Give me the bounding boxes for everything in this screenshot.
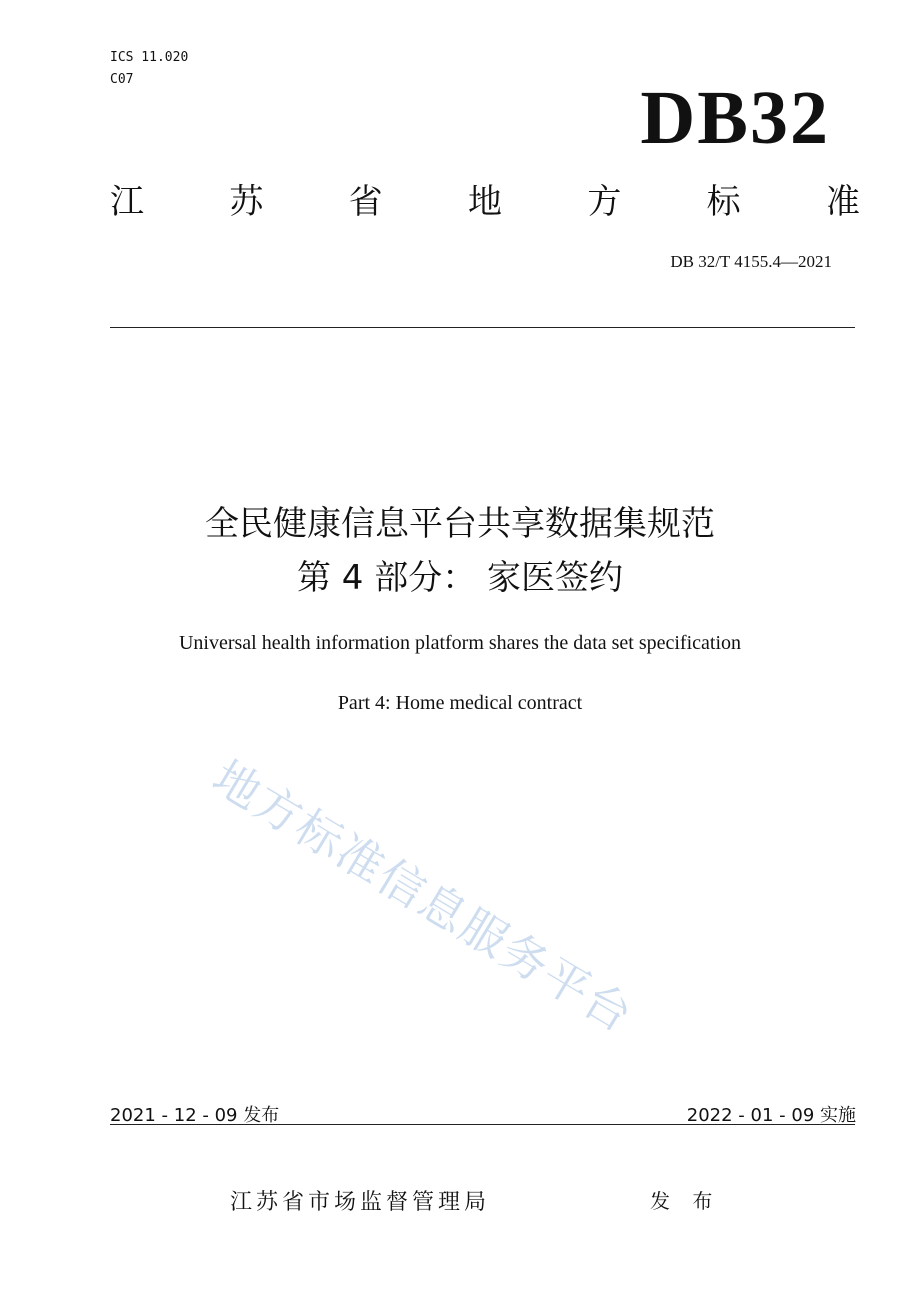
standard-type-char: 方 xyxy=(587,182,622,222)
implementation-date: 2022 - 01 - 09 实施 xyxy=(686,1105,856,1126)
publish-label: 发 布 xyxy=(650,1189,721,1213)
classification-codes xyxy=(110,47,188,91)
ics-code: ICS 11.020 xyxy=(110,50,189,65)
watermark: 地方标准信息服务平台 xyxy=(203,749,643,1044)
standard-type-char: 准 xyxy=(825,182,860,222)
standard-number: DB 32/T 4155.4—2021 xyxy=(670,252,832,271)
footer-divider xyxy=(110,1124,855,1125)
standard-type-char: 标 xyxy=(706,182,741,222)
standard-type xyxy=(110,180,860,224)
publisher-name: 江苏省市场监督管理局 xyxy=(230,1190,491,1215)
standard-type-char: 省 xyxy=(348,182,383,222)
issue-date: 2021 - 12 - 09 发布 xyxy=(110,1105,280,1126)
standard-type-char: 江 xyxy=(110,182,144,222)
title-english-part: Part 4: Home medical contract xyxy=(337,692,583,714)
title-chinese-main: 全民健康信息平台共享数据集规范 xyxy=(205,504,715,544)
title-chinese-part: 第 4 部分： 家医签约 xyxy=(296,558,624,598)
ccs-code: C07 xyxy=(110,72,134,87)
standard-type-char: 地 xyxy=(467,182,502,222)
standard-logo: DB32 xyxy=(640,76,830,160)
header-divider xyxy=(110,327,855,328)
title-english-main: Universal health information platform shares the data set specification xyxy=(178,632,742,654)
standard-type-char: 苏 xyxy=(229,182,264,222)
